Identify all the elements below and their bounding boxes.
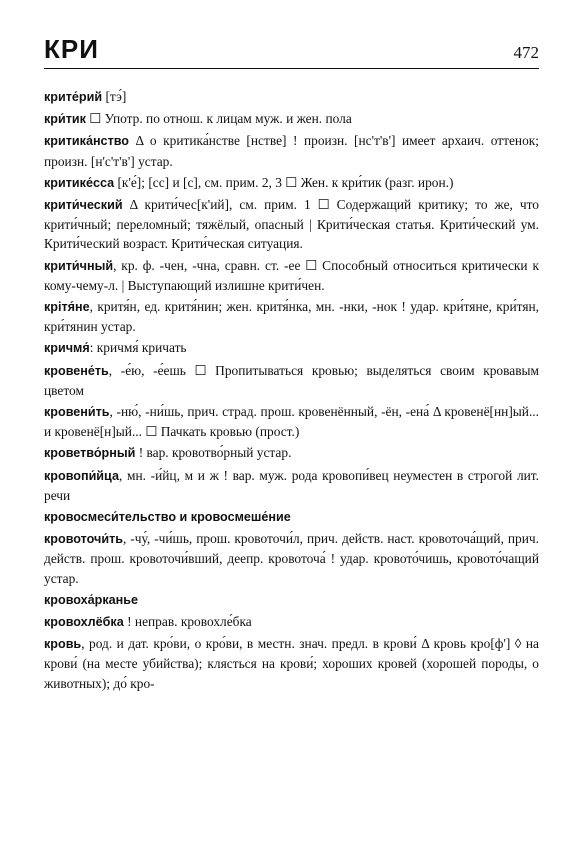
entry-text: , -ню́, -ни́шь, прич. страд. прош. кровенённый, -ён, -ена́ Δ кровенё[нн]ый... и кровенё[н]ый... ☐ Пачкать кровью (прост.) (44, 404, 539, 440)
headword: кричмя́ (44, 341, 90, 356)
dictionary-page (44, 34, 539, 693)
dictionary-entry (44, 466, 539, 505)
headword: критика́нство (44, 134, 130, 149)
headword: кровохлёбка (44, 615, 124, 630)
headword: кроветво́рный (44, 446, 136, 461)
dictionary-entry (44, 195, 539, 254)
dictionary-entry (44, 590, 539, 610)
dictionary-entry (44, 361, 539, 400)
headword: кровоха́рканье (44, 592, 139, 607)
entry-text: , род. и дат. кро́ви, о кро́ви, в местн. знач. предл. в крови́ Δ кровь кро[ф'] ◊ на крови́ (на месте убийства); клясться на крови́; хороших кровей (хорошей породы, о животных); до́ кро- (44, 636, 539, 691)
dictionary-entry (44, 87, 539, 107)
entry-text: [к'е́]; [сс] и [с], см. прим. 2, 3 ☐ Жен. к кри́тик (разг. ирон.) (114, 174, 454, 190)
entry-text: , критя́н, ед. критя́нин; жен. критя́нка, мн. -нки, -нок ! удар. кри́тяне, кри́тян, кри́тянин устар. (44, 299, 539, 335)
entry-text: [тэ́] (102, 89, 127, 104)
running-head: КРИ (44, 34, 99, 64)
dictionary-entry (44, 131, 539, 170)
headword: крити́чный (44, 258, 114, 273)
entry-text: Δ о критика́нстве [нстве] ! произн. [нс'т'в'] имеет архаич. оттенок; произн. [н'с'т'в'] устар. (44, 133, 539, 169)
dictionary-entry (44, 634, 539, 693)
dictionary-entry (44, 529, 539, 588)
dictionary-entry (44, 338, 539, 358)
page-number: 472 (513, 43, 539, 62)
dictionary-entry (44, 443, 539, 463)
headword: критике́сса (44, 175, 115, 190)
headword: кровопи́йца (44, 468, 119, 483)
entry-text: , мн. -и́йц, м и ж ! вар. муж. рода кровопи́вец неуместен в строгой лит. речи (44, 467, 539, 503)
dictionary-entry (44, 402, 539, 441)
headword: кровене́ть (44, 363, 109, 378)
headword: кровосмеси́тельство и кровосмеше́ние (44, 510, 291, 525)
dictionary-entry (44, 297, 539, 336)
dictionary-entry (44, 507, 539, 527)
headword: кровоточи́ть (44, 532, 123, 547)
headword: кровени́ть (44, 405, 110, 420)
entry-text: , кр. ф. -чен, -чна, сравн. ст. -ее ☐ Способный относиться критически к кому-чему-л. | Выступающий излишне крити́чен. (44, 257, 539, 293)
headword: крити́ческий (44, 198, 123, 213)
dictionary-entry (44, 256, 539, 295)
dictionary-entry (44, 612, 539, 632)
entry-text: ! вар. кровотво́рный устар. (135, 445, 292, 461)
headword: кри́тик (44, 112, 86, 127)
headword: крите́рий (44, 90, 103, 104)
entry-list (44, 87, 539, 693)
entry-text: ☐ Употр. по отнош. к лицам муж. и жен. пола (85, 111, 352, 127)
entry-text: : кричмя́ кричать (89, 340, 187, 356)
entry-text: ! неправ. кровохле́бка (123, 614, 252, 630)
headword: кровь (44, 637, 82, 652)
entry-text: , -е́ю, -е́ешь ☐ Пропитываться кровью; выделяться своим кровавым цветом (44, 362, 539, 398)
entry-text: , -чу́, -чи́шь, прош. кровоточи́л, прич. действ. наст. кровоточа́щий, прич. действ. прош. кровоточи́вший, деепр. кровоточа́ ! удар. кровото́чишь, кровото́чащий устар. (44, 531, 539, 586)
dictionary-entry (44, 173, 539, 193)
dictionary-entry (44, 109, 539, 129)
page-header (44, 34, 539, 69)
entry-text: Δ крити́чес[к'ий], см. прим. 1 ☐ Содержащий критику; то же, что крити́чный; переломный; тяжёлый, опасный | Крити́ческая статья. Крити́ческий ум. Крити́ческий возраст. Крити́ческая ситуация. (44, 197, 539, 252)
headword: крітя́не (44, 300, 90, 315)
